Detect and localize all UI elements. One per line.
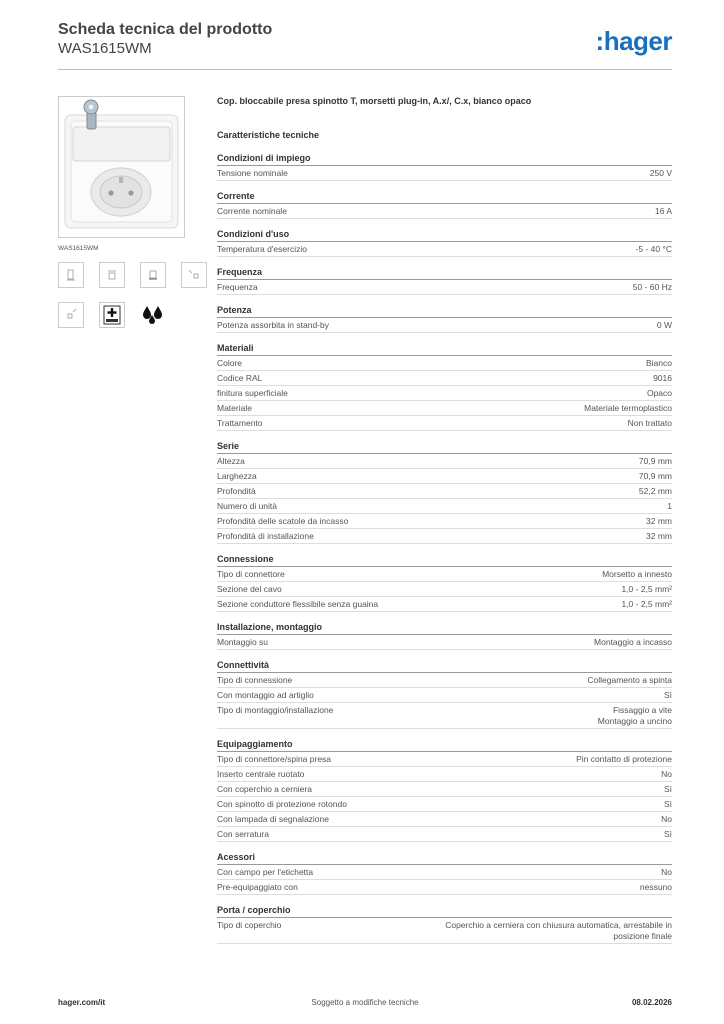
water-drops-icon	[140, 302, 166, 328]
spec-label: Profondità delle scatole da incasso	[217, 516, 349, 526]
spec-row	[217, 567, 672, 582]
spec-label: Con spinotto di protezione rotondo	[217, 799, 347, 809]
spec-value: Montaggio a incasso	[594, 637, 672, 647]
spec-value: 1	[667, 501, 672, 511]
spec-row	[217, 371, 672, 386]
installation-diagram-icon	[58, 302, 84, 328]
photo-caption: WAS1615WM	[58, 245, 99, 252]
spec-row	[217, 703, 672, 729]
spec-row	[217, 280, 672, 295]
spec-value: Coperchio a cerniera con chiusura automatica, arrestabile in posizione finale	[445, 920, 672, 941]
product-description: Cop. bloccabile presa spinotto T, morsetti plug-in, A.x/, C.x, bianco opaco	[217, 96, 532, 106]
spec-section-title: Frequenza	[217, 267, 672, 280]
spec-section	[217, 153, 672, 181]
spec-label: Tipo di montaggio/installazione	[217, 705, 334, 715]
spec-row	[217, 827, 672, 842]
spec-row	[217, 597, 672, 612]
spec-value: Morsetto a innesto	[602, 569, 672, 579]
spec-section-title: Condizioni d'uso	[217, 229, 672, 242]
spec-row	[217, 499, 672, 514]
spec-label: Profondità di installazione	[217, 531, 314, 541]
spec-label: Potenza assorbita in stand-by	[217, 320, 329, 330]
installation-diagram-icon	[140, 262, 166, 288]
spec-label: Altezza	[217, 456, 245, 466]
footer-date: 08.02.2026	[631, 998, 672, 1007]
spec-section	[217, 441, 672, 544]
spec-value: Non trattato	[627, 418, 672, 428]
spec-row	[217, 204, 672, 219]
spec-row	[217, 865, 672, 880]
spec-value: Sì	[663, 799, 672, 809]
spec-value: Sì	[663, 690, 672, 700]
spec-label: Tensione nominale	[217, 168, 288, 178]
spec-value: Bianco	[646, 358, 672, 368]
spec-row	[217, 454, 672, 469]
spec-label: Codice RAL	[217, 373, 263, 383]
spec-label: finitura superficiale	[217, 388, 288, 398]
spec-row	[217, 416, 672, 431]
spec-row	[217, 484, 672, 499]
spec-section	[217, 660, 672, 729]
spec-row	[217, 166, 672, 181]
spec-label: Con coperchio a cerniera	[217, 784, 312, 794]
spec-value: 70,9 mm	[638, 456, 672, 466]
spec-value: Pin contatto di protezione	[576, 754, 672, 764]
installation-diagram-icon	[99, 262, 125, 288]
spec-label: Tipo di connessione	[217, 675, 293, 685]
footer-website-link[interactable]: hager.com/it	[58, 998, 106, 1007]
spec-section	[217, 852, 672, 895]
spec-value: 32 mm	[646, 531, 672, 541]
spec-row	[217, 752, 672, 767]
spec-label: Numero di unità	[217, 501, 278, 511]
spec-label: Inserto centrale ruotato	[217, 769, 305, 779]
spec-row	[217, 386, 672, 401]
spec-row	[217, 635, 672, 650]
spec-value: No	[661, 769, 672, 779]
spec-section	[217, 554, 672, 612]
spec-row	[217, 401, 672, 416]
spec-label: Frequenza	[217, 282, 258, 292]
spec-value: 1,0 - 2,5 mm²	[621, 599, 672, 609]
spec-sections	[217, 153, 672, 944]
plus-icon	[99, 302, 125, 328]
spec-value: 0 W	[656, 320, 672, 330]
spec-label: Trattamento	[217, 418, 263, 428]
installation-diagram-icon	[58, 262, 84, 288]
spec-label: Temperatura d'esercizio	[217, 244, 307, 254]
spec-value: Sì	[663, 784, 672, 794]
spec-label: Con lampada di segnalazione	[217, 814, 329, 824]
spec-label: Sezione conduttore flessibile senza guaina	[217, 599, 379, 609]
spec-row	[217, 582, 672, 597]
spec-value: Fissaggio a vite Montaggio a uncino	[597, 705, 672, 726]
spec-section-title: Connettività	[217, 660, 672, 673]
spec-label: Sezione del cavo	[217, 584, 282, 594]
spec-section-title: Corrente	[217, 191, 672, 204]
spec-value: 9016	[653, 373, 672, 383]
spec-row	[217, 673, 672, 688]
spec-row	[217, 242, 672, 257]
spec-value: 52,2 mm	[638, 486, 672, 496]
spec-value: Materiale termoplastico	[584, 403, 672, 413]
page-header	[58, 20, 672, 70]
footer-note: Soggetto a modifiche tecniche	[311, 998, 419, 1007]
spec-row	[217, 782, 672, 797]
spec-label: Materiale	[217, 403, 252, 413]
spec-value: Collegamento a spinta	[587, 675, 672, 685]
spec-label: Larghezza	[217, 471, 257, 481]
spec-section-title: Serie	[217, 441, 672, 454]
spec-section	[217, 267, 672, 295]
spec-row	[217, 812, 672, 827]
pictogram-grid	[58, 262, 198, 328]
socket-illustration-icon	[59, 97, 184, 237]
spec-row	[217, 318, 672, 333]
spec-label: Colore	[217, 358, 243, 368]
spec-section-title: Condizioni di impiego	[217, 153, 672, 166]
spec-label: Montaggio su	[217, 637, 269, 647]
spec-section	[217, 739, 672, 842]
spec-row	[217, 356, 672, 371]
spec-section	[217, 191, 672, 219]
spec-value: 250 V	[649, 168, 672, 178]
spec-section-title: Equipaggiamento	[217, 739, 672, 752]
technical-specs	[217, 96, 672, 944]
spec-section	[217, 305, 672, 333]
spec-label: Con serratura	[217, 829, 269, 839]
spec-label: Tipo di coperchio	[217, 920, 282, 930]
spec-value: 32 mm	[646, 516, 672, 526]
spec-label: Con montaggio ad artiglio	[217, 690, 314, 700]
spec-row	[217, 767, 672, 782]
spec-row	[217, 514, 672, 529]
spec-row	[217, 529, 672, 544]
spec-section-title: Materiali	[217, 343, 672, 356]
spec-value: 50 - 60 Hz	[632, 282, 672, 292]
spec-label: Con campo per l'etichetta	[217, 867, 314, 877]
spec-value: 1,0 - 2,5 mm²	[621, 584, 672, 594]
spec-section-title: Acessori	[217, 852, 672, 865]
spec-section-title: Installazione, montaggio	[217, 622, 672, 635]
specs-heading: Caratteristiche tecniche	[217, 130, 320, 140]
spec-label: Pre-equipaggiato con	[217, 882, 298, 892]
spec-value: 16 A	[654, 206, 672, 216]
spec-row	[217, 880, 672, 895]
installation-diagram-icon	[181, 262, 207, 288]
spec-value: No	[661, 867, 672, 877]
spec-value: Sì	[663, 829, 672, 839]
product-photo	[58, 96, 185, 238]
hager-logo: :hager	[595, 26, 672, 56]
spec-row	[217, 797, 672, 812]
product-image-column	[58, 96, 198, 328]
document-title: Scheda tecnica del prodotto	[58, 21, 273, 38]
spec-label: Tipo di connettore	[217, 569, 285, 579]
spec-row	[217, 918, 672, 944]
spec-label: Corrente nominale	[217, 206, 287, 216]
spec-value: No	[661, 814, 672, 824]
spec-section-title: Porta / coperchio	[217, 905, 672, 918]
spec-value: nessuno	[639, 882, 672, 892]
spec-section-title: Potenza	[217, 305, 672, 318]
spec-section	[217, 229, 672, 257]
spec-label: Tipo di connettore/spina presa	[217, 754, 332, 764]
product-code: WAS1615WM	[58, 40, 152, 57]
spec-value: -5 - 40 °C	[635, 244, 672, 254]
spec-label: Profondità	[217, 486, 256, 496]
spec-row	[217, 688, 672, 703]
spec-value: 70,9 mm	[638, 471, 672, 481]
spec-section-title: Connessione	[217, 554, 672, 567]
spec-section	[217, 905, 672, 944]
spec-row	[217, 469, 672, 484]
spec-section	[217, 343, 672, 431]
spec-value: Opaco	[646, 388, 672, 398]
spec-section	[217, 622, 672, 650]
